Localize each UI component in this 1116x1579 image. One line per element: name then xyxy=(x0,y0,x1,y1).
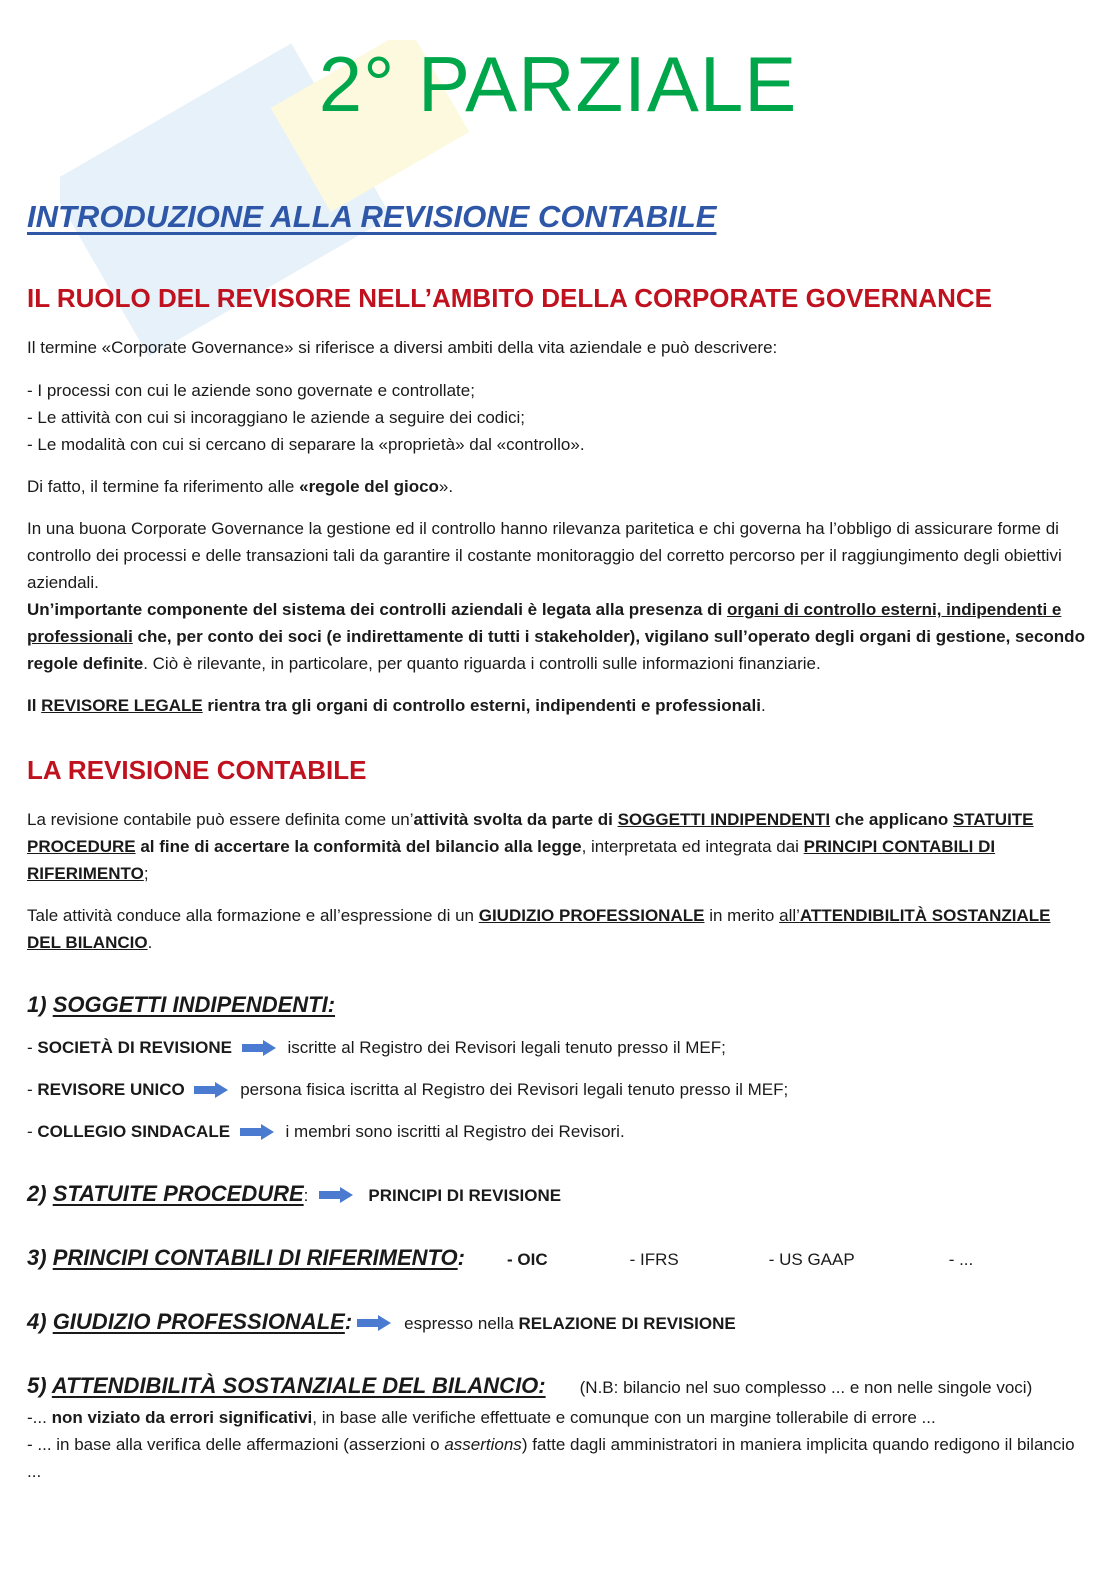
list-item: - I processi con cui le aziende sono governate e controllate; xyxy=(27,381,475,401)
list-item-collegio-sindacale: - COLLEGIO SINDACALE i membri sono iscritti al Registro dei Revisori. xyxy=(27,1121,625,1141)
section-soggetti-indipendenti: 1) SOGGETTI INDIPENDENTI: xyxy=(27,991,336,1017)
paragraph-buona-governance: In una buona Corporate Governance la gestione ed il controllo hanno rilevanza paritetica e chi governa ha l’obbligo di assicurare forme di controllo dei processi e delle transazioni tali da garantire il costante monitoraggio del corretto percorso per il raggiungimento degli obiettivi aziendali. xyxy=(27,519,1062,593)
bullet-list xyxy=(27,377,1089,458)
heading-ruolo-revisore: IL RUOLO DEL REVISORE NELL’AMBITO DELLA CORPORATE GOVERNANCE xyxy=(27,283,992,314)
principio-altri: - ... xyxy=(948,1249,974,1269)
heading-introduzione: INTRODUZIONE ALLA REVISIONE CONTABILE xyxy=(27,199,717,234)
list-item: - Le modalità con cui si cercano di separare la «proprietà» dal «controllo». xyxy=(27,435,585,455)
list-item-revisore-unico: - REVISORE UNICO persona fisica iscritta al Registro dei Revisori legali tenuto presso il MEF; xyxy=(27,1079,789,1099)
paragraph-intro: Il termine «Corporate Governance» si riferisce a diversi ambiti della vita aziendale e può descrivere: xyxy=(27,338,778,358)
arrow-right-icon xyxy=(193,1081,229,1099)
paragraph-revisore-legale: Il REVISORE LEGALE rientra tra gli organi di controllo esterni, indipendenti e professionali. xyxy=(27,696,766,716)
arrow-right-icon xyxy=(318,1186,354,1204)
paragraph-non-viziato: -... non viziato da errori significativi, in base alle verifiche effettuate e comunque con un margine tollerabile di errore ... xyxy=(27,1407,936,1427)
paragraph-asserzioni: - ... in base alla verifica delle affermazioni (asserzioni o assertions) fatte dagli amministratori in maniera implicita quando redigono il bilancio ... xyxy=(27,1434,1075,1481)
section-giudizio-professionale: 4) GIUDIZIO PROFESSIONALE: espresso nella RELAZIONE DI REVISIONE xyxy=(27,1308,736,1334)
list-item: - Le attività con cui si incoraggiano le aziende a seguire dei codici; xyxy=(27,408,526,428)
heading-revisione-contabile: LA REVISIONE CONTABILE xyxy=(27,755,367,786)
nota-bene: (N.B: bilancio nel suo complesso ... e non nelle singole voci) xyxy=(579,1377,1033,1397)
arrow-right-icon xyxy=(356,1314,392,1332)
paragraph-di-fatto: Di fatto, il termine fa riferimento alle «regole del gioco». xyxy=(27,477,454,497)
section-statuite-procedure: 2) STATUITE PROCEDURE : PRINCIPI DI REVISIONE xyxy=(27,1180,562,1206)
list-item-societa-revisione: - SOCIETÀ DI REVISIONE iscritte al Registro dei Revisori legali tenuto presso il MEF; xyxy=(27,1037,726,1057)
arrow-right-icon xyxy=(241,1039,277,1057)
paragraph-importante: Un’importante componente del sistema dei controlli aziendali è legata alla presenza di organi di controllo esterni, indipendenti e professionali che, per conto dei soci (e indirettamente di tutti i stakeholder), vigilano sull’operato degli organi di gestione, secondo regole definite. Ciò è rilevante, in particolare, per quanto riguarda i controlli sulle informazioni finanziarie. xyxy=(27,600,1085,674)
paragraph-definizione: La revisione contabile può essere definita come un’attività svolta da parte di SOGGETTI INDIPENDENTI che applicano STATUITE PROCEDURE al fine di accertare la conformità del bilancio alla legge, interpretata ed integrata dai PRINCIPI CONTABILI DI RIFERIMENTO; xyxy=(27,809,1034,883)
section-attendibilita: 5) ATTENDIBILITÀ SOSTANZIALE DEL BILANCIO: (N.B: bilancio nel suo complesso ... e non nelle singole voci) xyxy=(27,1373,1089,1401)
section-principi-contabili: 3) PRINCIPI CONTABILI DI RIFERIMENTO : - OIC - IFRS - US GAAP - ... xyxy=(27,1245,1089,1273)
principio-us-gaap: - US GAAP xyxy=(768,1249,855,1269)
principio-ifrs: - IFRS xyxy=(629,1249,679,1269)
principio-oic: - OIC xyxy=(507,1249,548,1269)
paragraph-tale-attivita: Tale attività conduce alla formazione e all’espressione di un GIUDIZIO PROFESSIONALE in merito all’ATTENDIBILITÀ SOSTANZIALE DEL BILANCIO. xyxy=(27,905,1051,952)
document-page xyxy=(27,0,1089,1485)
page-title: 2° PARZIALE xyxy=(318,40,798,128)
arrow-right-icon xyxy=(239,1123,275,1141)
